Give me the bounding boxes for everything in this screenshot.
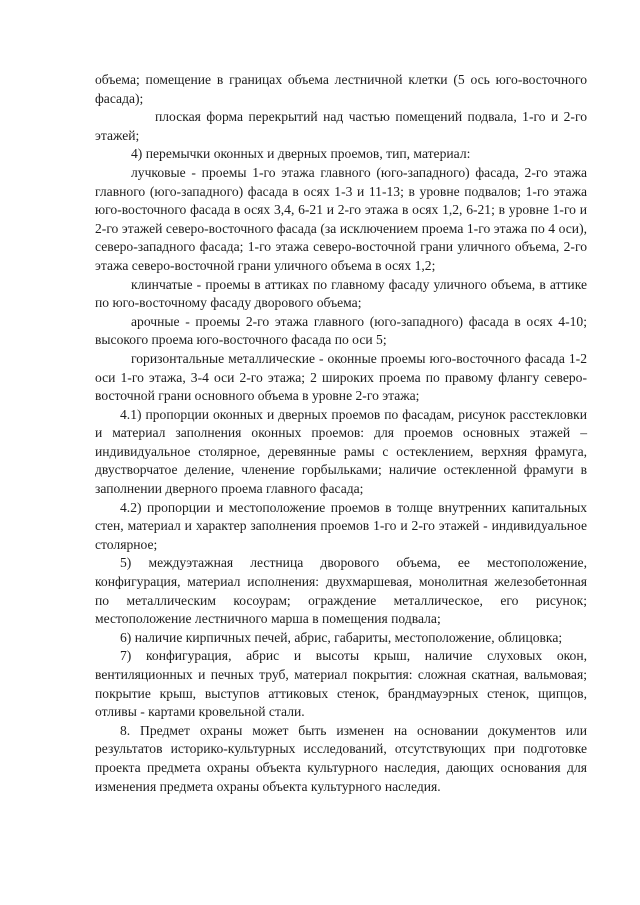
paragraph-flat-ceilings: плоская форма перекрытий над частью помещений подвала, 1-го и 2-го этажей; [95, 109, 587, 143]
paragraph-wedge-lintels: клинчатые - проемы в аттиках по главному фасаду уличного объема, в аттике по юго-восточному фасаду дворового объема; [95, 276, 587, 311]
paragraph-window-proportions: 4.1) пропорции оконных и дверных проемов по фасадам, рисунок расстекловки и материал заполнения оконных проемов: для проемов основных этажей – индивидуальное столярное, деревянные рамы с остеклением, верхняя фрамуга, двустворчатое деление, членение горбыльками; наличие остекленной фрамуги в заполнении дверного проема главного фасада; [95, 406, 587, 497]
paragraph-stoves: 6) наличие кирпичных печей, абрис, габариты, местоположение, облицовка; [120, 629, 563, 645]
document-body [95, 71, 587, 796]
paragraph-protection-change: 8. Предмет охраны может быть изменен на основании документов или результатов историко-культурных исследований, отсутствующих при подготовке проекта предмета охраны объекта культурного наследия, дающих основания для изменения предмета охраны объекта культурного наследия. [95, 722, 587, 794]
paragraph-metal-lintels: горизонтальные металлические - оконные проемы юго-восточного фасада 1-2 оси 1-го этажа, 3-4 оси 2-го этажа; 2 широких проема по правому флангу северо-восточной грани основного объема в уровне 2-го этажа; [95, 350, 587, 404]
paragraph-stair-volume: объема; помещение в границах объема лестничной клетки (5 ось юго-восточного фасада); [95, 72, 587, 106]
paragraph-roofs: 7) конфигурация, абрис и высоты крыш, наличие слуховых окон, вентиляционных и печных труб, материал покрытия: сложная скатная, вальмовая; покрытие крыш, выступов аттиковых стенок, брандмауэрных стенок, щипцов, отливы - картами кровельной стали. [95, 648, 587, 720]
paragraph-lintels-heading: 4) перемычки оконных и дверных проемов, тип, материал: [131, 146, 471, 162]
paragraph-segmental-lintels: лучковые - проемы 1-го этажа главного (юго-западного) фасада, 2-го этажа главного (юго-западного) фасада в осях 1-3 и 11-13; в уровне подвалов; 1-го этажа юго-восточного фасада в осях 3,4, 6-21 и 2-го этажа в осях 1,2, 6-21; в уровне 1-го и 2-го этажей северо-восточного фасада (за исключением проема 1-го этажа по 4 оси), северо-западного фасада; 1-го этажа северо-восточной грани уличного объема, 2-го этажа северо-восточной грани уличного объема в осях 1,2; [95, 164, 587, 273]
paragraph-inner-openings: 4.2) пропорции и местоположение проемов в толще внутренних капитальных стен, материал и характер заполнения проемов 1-го и 2-го этажей - индивидуальное столярное; [95, 499, 587, 552]
paragraph-arched-lintels: арочные - проемы 2-го этажа главного (юго-западного) фасада в осях 4-10; высокого проема юго-восточного фасада по оси 5; [95, 313, 587, 348]
paragraph-staircase: 5) междуэтажная лестница дворового объема, ее местоположение, конфигурация, материал исполнения: двухмаршевая, монолитная железобетонная по металлическим косоурам; ограждение металлическое, его рисунок; местоположение лестничного марша в помещения подвала; [95, 555, 587, 627]
